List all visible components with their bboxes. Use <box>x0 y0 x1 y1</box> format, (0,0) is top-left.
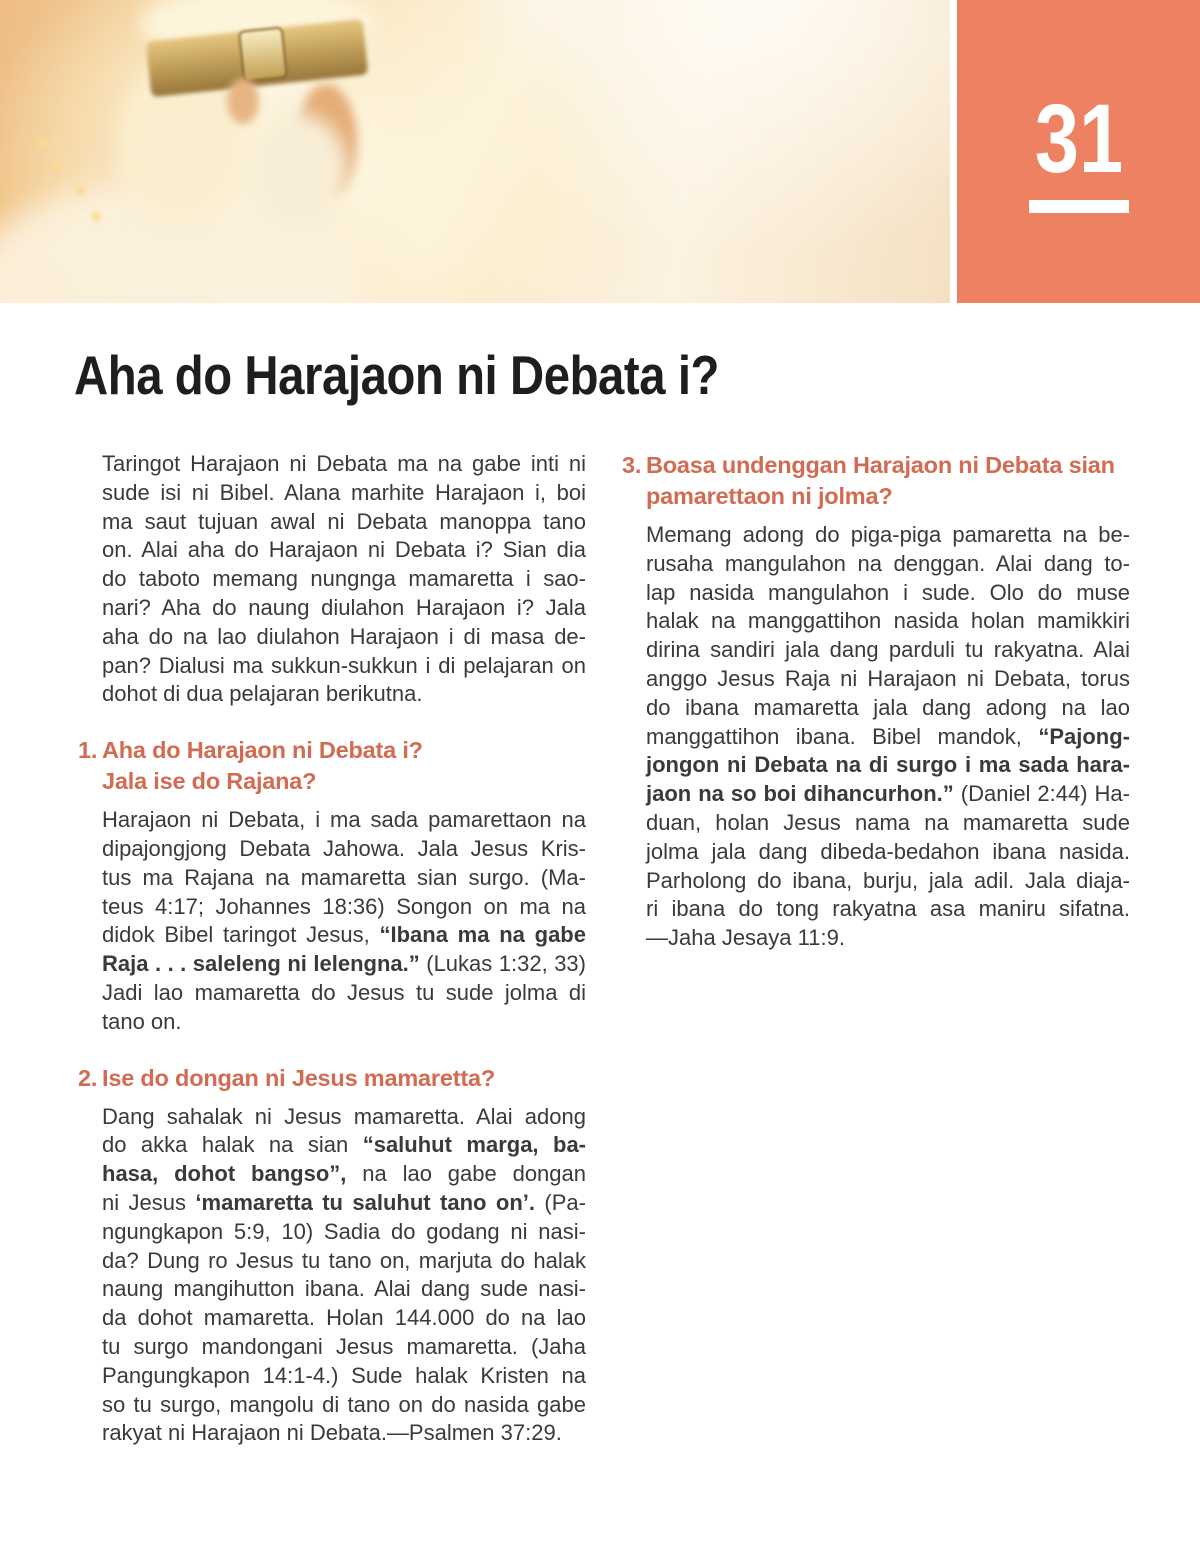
sparkle-icon <box>76 186 85 195</box>
crown-buckle <box>241 29 286 80</box>
text-line: tu surgo mandongani Jesus mamaretta. (Jaha <box>102 1333 586 1359</box>
text-line: Pangungkapon 14:1-4.) Sude halak Kristen na <box>102 1362 586 1388</box>
text-line: halak na manggattihon nasida holan mamikkiri <box>646 608 1130 634</box>
king-beard <box>253 114 348 229</box>
text-line: ngungkapon 5:9, 10) Sadia do godang ni nasi- <box>102 1218 586 1244</box>
text-line: anggo Jesus Raja ni Harajaon ni Debata, torus <box>646 665 1130 691</box>
text-line: didok Bibel taringot Jesus, “Ibana ma na gabe <box>102 922 586 948</box>
text-line: so tu surgo, mangolu di tano on do nasida gabe <box>102 1391 586 1417</box>
text-line: Dang sahalak ni Jesus mamaretta. Alai adong <box>102 1103 586 1129</box>
left-column <box>78 450 586 1448</box>
section-heading <box>78 1063 586 1094</box>
text-line: rakyat ni Harajaon ni Debata.—Psalmen 37:29. <box>102 1420 562 1446</box>
text-line: rusaha mangulahon na denggan. Alai dang to- <box>646 550 1130 576</box>
text-line: do ibana mamaretta jala dang adong na lao <box>646 694 1130 720</box>
text-line: dohot di dua pelajaran berikutna. <box>102 681 423 707</box>
hero-image <box>0 0 950 303</box>
chapter-number-text: 31 <box>1034 84 1123 193</box>
paragraph <box>102 1103 586 1449</box>
text-line: do taboto memang nungnga mamaretta i sao- <box>102 566 586 592</box>
text-line: Memang adong do piga-piga pamaretta na be- <box>646 522 1130 547</box>
sparkle-icon <box>52 162 61 171</box>
text-line: —Jaha Jesaya 11:9. <box>646 925 845 951</box>
sparkle-icon <box>38 138 47 147</box>
text-line: da? Dung ro Jesus tu tano on, marjuta do halak <box>102 1247 586 1273</box>
text-line: dipajongjong Debata Jahowa. Jala Jesus Kris- <box>102 835 586 861</box>
heading-number: 2. <box>78 1064 98 1091</box>
text-line: lap nasida mangulahon i sude. Olo do muse <box>646 579 1130 605</box>
text-line: nari? Aha do naung diulahon Harajaon i? Jala <box>102 594 586 620</box>
heading-number: 1. <box>78 737 98 764</box>
paragraph <box>102 450 586 709</box>
paragraph <box>102 806 586 1036</box>
text-line: Taringot Harajaon ni Debata ma na gabe inti ni <box>102 451 586 476</box>
chapter-number-block <box>957 0 1200 303</box>
text-line: jongon ni Debata na di surgo i ma sada hara- <box>646 752 1130 778</box>
text-line: duan, holan Jesus nama na mamaretta sude <box>646 809 1130 835</box>
text-line: naung mangihutton ibana. Alai dang sude nasi- <box>102 1276 586 1302</box>
text-line: ri ibana do tong rakyatna asa maniru sifatna. <box>646 896 1130 922</box>
chapter-number-underline <box>1029 200 1129 213</box>
text-line: manggattihon ibana. Bibel mandok, “Pajong- <box>646 723 1130 749</box>
text-line: da dohot mamaretta. Holan 144.000 do na lao <box>102 1305 586 1331</box>
text-line: jaon na so boi dihancurhon.” (Daniel 2:44) Ha- <box>646 781 1130 807</box>
text-line: tus ma Rajana na mamaretta sian surgo. (Ma- <box>102 864 586 890</box>
heading-number: 3. <box>622 452 642 478</box>
text-line: ma saut tujuan awal ni Debata manoppa tano <box>102 508 586 534</box>
text-line: Raja . . . saleleng ni lelengna.” (Lukas 1:32, 33) <box>102 951 586 977</box>
paragraph <box>646 521 1130 953</box>
heading-line: Jala ise do Rajana? <box>102 768 317 795</box>
text-line: do akka halak na sian “saluhut marga, ba- <box>102 1132 587 1158</box>
text-line: teus 4:17; Johannes 18:36) Songon on ma na <box>102 893 586 919</box>
section-heading <box>622 450 1130 512</box>
text-line: hasa, dohot bangso”, na lao gabe dongan <box>102 1161 586 1187</box>
heading-line: Ise do dongan ni Jesus mamaretta? <box>102 1064 496 1091</box>
text-line: on. Alai aha do Harajaon ni Debata i? Sian dia <box>102 537 586 563</box>
text-line: tano on. <box>102 1008 182 1034</box>
page-title: Aha do Harajaon ni Debata i? <box>74 344 720 406</box>
text-line: pan? Dialusi ma sukkun-sukkun i di pelajaran on <box>102 652 586 678</box>
text-line: Parholong do ibana, burju, jala adil. Jala diaja- <box>646 867 1130 893</box>
text-line: Harajaon ni Debata, i ma sada pamarettaon na <box>102 807 586 833</box>
sparkle-icon <box>92 212 101 221</box>
king-ear <box>227 78 259 124</box>
heading-line: Aha do Harajaon ni Debata i? <box>102 737 423 764</box>
text-line: jolma jala dang dibeda-bedahon ibana nasida. <box>646 838 1130 864</box>
heading-line: pamarettaon ni jolma? <box>646 483 893 509</box>
chapter-number <box>957 84 1200 193</box>
section-heading <box>78 735 586 797</box>
text-line: ni Jesus ‘mamaretta tu saluhut tano on’. (Pa- <box>102 1189 586 1215</box>
right-column <box>622 450 1130 953</box>
text-line: dirina sandiri jala dang parduli tu rakyatna. Alai <box>646 637 1130 663</box>
text-line: aha do na lao diulahon Harajaon i di masa de- <box>102 623 586 649</box>
heading-line: Boasa undenggan Harajaon ni Debata sian <box>646 452 1115 478</box>
text-line: sude isi ni Bibel. Alana marhite Harajaon i, boi <box>102 479 586 505</box>
text-line: Jadi lao mamaretta do Jesus tu sude jolma di <box>102 979 586 1005</box>
